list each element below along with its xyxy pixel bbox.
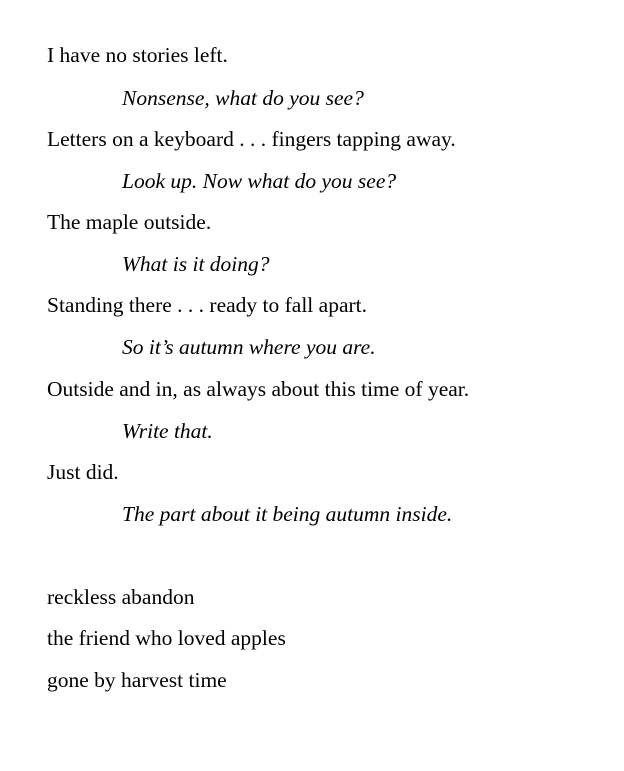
dialogue-line-voice: What is it doing?: [122, 252, 270, 276]
haiku-line: reckless abandon: [47, 585, 195, 609]
haiku-line: gone by harvest time: [47, 668, 227, 692]
dialogue-line-voice: The part about it being autumn inside.: [122, 502, 453, 526]
dialogue-line-voice: So it’s autumn where you are.: [122, 335, 376, 359]
dialogue-line-voice: Look up. Now what do you see?: [122, 169, 397, 193]
haiku-line: the friend who loved apples: [47, 626, 286, 650]
dialogue-line-voice: Nonsense, what do you see?: [122, 86, 364, 110]
dialogue-line-writer: Just did.: [47, 460, 119, 484]
dialogue-line-writer: Letters on a keyboard . . . fingers tapping away.: [47, 127, 456, 151]
dialogue-line-writer: Standing there . . . ready to fall apart.: [47, 293, 368, 317]
dialogue-line-writer: Outside and in, as always about this time of year.: [47, 377, 470, 401]
dialogue-line-voice: Write that.: [122, 419, 213, 443]
dialogue-line-writer: I have no stories left.: [47, 43, 228, 67]
dialogue-line-writer: The maple outside.: [47, 210, 212, 234]
